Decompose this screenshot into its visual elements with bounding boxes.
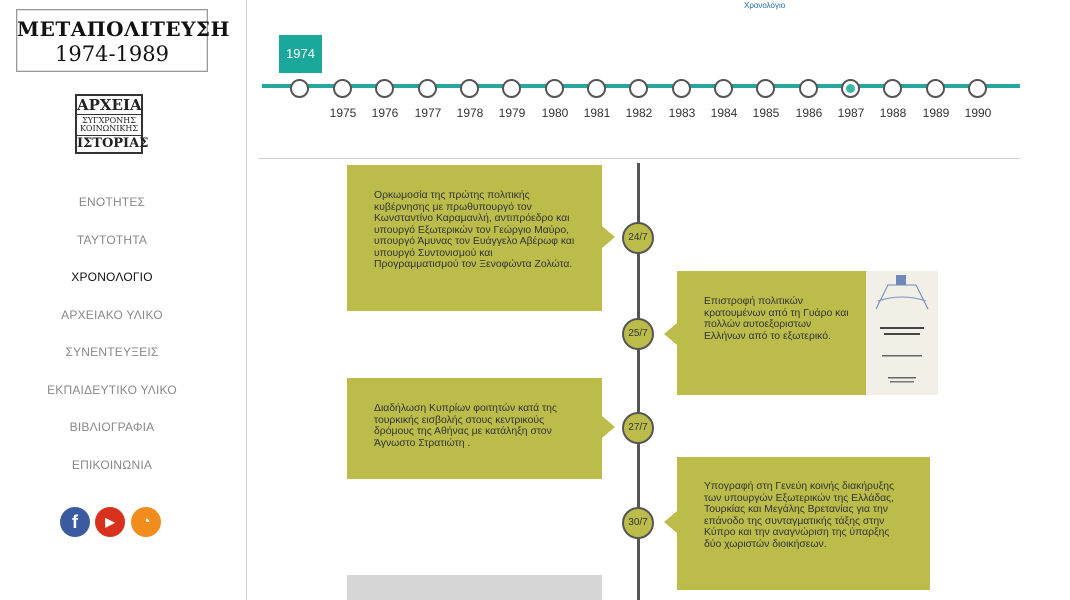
timeline-year[interactable]: 1986 — [795, 106, 823, 120]
timeline-dot-1984[interactable] — [714, 79, 733, 98]
sidebar — [0, 0, 247, 600]
site-logo[interactable] — [16, 9, 230, 72]
timeline-dot-1986[interactable] — [799, 79, 818, 98]
timeline-dot-1974[interactable] — [290, 79, 309, 98]
facebook-icon[interactable]: f — [60, 507, 90, 537]
rss-icon[interactable]: ◔ — [131, 507, 161, 537]
event-date-badge: 27/7 — [622, 412, 654, 444]
event-card-next — [347, 575, 602, 600]
event-thumbnail[interactable] — [866, 271, 938, 395]
timeline-year[interactable]: 1983 — [668, 106, 696, 120]
event-date-badge: 30/7 — [622, 507, 654, 539]
timeline-dot-1976[interactable] — [375, 79, 394, 98]
main-menu — [0, 192, 224, 492]
timeline-dot-1982[interactable] — [629, 79, 648, 98]
social-links — [60, 507, 170, 539]
menu-item-archeiako-yliko[interactable]: ΑΡΧΕΙΑΚΟ ΥΛΙΚΟ — [61, 307, 163, 322]
timeline-dot-1985[interactable] — [756, 79, 775, 98]
event-text: Υπογραφή στη Γενεύη κοινής διακήρυξης των υπουργών Εξωτερικών της Ελλάδας, Τουρκίας και Μεγάλης Βρετανίας για την επάνοδο της συνταγματικής τάξης στην Κύπρο και την αναγνώριση της ύπαρξης δύο χωριστών διοικήσεων. — [704, 481, 895, 550]
site-title-line2: 1974-1989 — [55, 42, 169, 66]
timeline-dot-1978[interactable] — [460, 79, 479, 98]
event-card-30-7 — [677, 457, 930, 590]
timeline-year[interactable]: 1982 — [625, 106, 653, 120]
timeline-year[interactable]: 1980 — [541, 106, 569, 120]
event-text: Ορκωμοσία της πρώτης πολιτικής κυβέρνησης με πρωθυπουργό τον Κωνσταντίνο Καραμανλή, αντιπρόεδρο και υπουργό Εξωτερικών τον Γεώργιο Μαύρο, υπουργό Άμυνας τον Ευάγγελο Αβέρωφ και υπουργό Συντονισμού και Προγραμματισμού τον Ξενοφώντα Ζολώτα. — [374, 190, 575, 270]
timeline-year[interactable]: 1989 — [922, 106, 950, 120]
timeline-year[interactable]: 1984 — [710, 106, 738, 120]
archive-logo-line2: ΣΥΓΧΡΟΝΗΣ — [82, 116, 136, 125]
timeline-dot-1989[interactable] — [926, 79, 945, 98]
timeline-dot-1975[interactable] — [333, 79, 352, 98]
timeline-year[interactable]: 1990 — [964, 106, 992, 120]
archive-logo-line1: ΑΡΧΕΙΑ — [77, 96, 142, 114]
divider — [258, 158, 1020, 159]
timeline-dot-1980[interactable] — [545, 79, 564, 98]
event-card-arrow — [664, 323, 677, 345]
event-text: Επιστροφή πολιτικών κρατουμένων από τη Γυάρο και πολλών αυτοεξοριστων Ελλήνων από το εξωτερικό. — [704, 296, 849, 342]
timeline-dot-1987[interactable] — [841, 79, 860, 98]
menu-item-vivliografia[interactable]: ΒΙΒΛΙΟΓΡΑΦΙΑ — [69, 420, 155, 434]
youtube-icon[interactable]: ▶ — [95, 507, 125, 537]
menu-item-taftotita[interactable]: ΤΑΥΤΟΤΗΤΑ — [76, 232, 148, 247]
timeline-year[interactable]: 1988 — [879, 106, 907, 120]
timeline-year[interactable]: 1985 — [752, 106, 780, 120]
timeline-year[interactable]: 1987 — [837, 106, 865, 120]
event-card-arrow — [602, 416, 615, 438]
event-card-27-7 — [347, 378, 602, 479]
timeline-year[interactable]: 1975 — [329, 106, 357, 120]
event-text: Διαδήλωση Κυπρίων φοιτητών κατά της τουρκικής εισβολής στους κεντρικούς δρόμους της Αθήνας με κατάληξη στον Άγνωστο Στρατιώτη . — [374, 403, 557, 449]
timeline-dot-1988[interactable] — [883, 79, 902, 98]
menu-item-epikoinonia[interactable]: ΕΠΙΚΟΙΝΩΝΙΑ — [71, 457, 153, 472]
event-card-24-7 — [347, 165, 602, 311]
menu-item-ekpaideftiko-yliko[interactable]: ΕΚΠΑΙΔΕΥΤΙΚΟ ΥΛΙΚΟ — [47, 382, 177, 397]
event-card-arrow — [602, 226, 615, 248]
event-card-arrow — [664, 511, 677, 533]
menu-item-xronologio[interactable]: ΧΡΟΝΟΛΟΓΙΟ — [71, 270, 153, 284]
timeline-dot-1983[interactable] — [672, 79, 691, 98]
archive-logo-line4: ΙΣΤΟΡΙΑΣ — [77, 136, 149, 151]
event-date-badge: 25/7 — [622, 318, 654, 350]
menu-item-synentefxeis[interactable]: ΣΥΝΕΝΤΕΥΞΕΙΣ — [65, 345, 159, 359]
newspaper-clipping-image — [866, 271, 938, 395]
archive-logo-line3: ΚΟΙΝΩΝΙΚΗΣ — [79, 124, 139, 133]
archive-logo[interactable] — [75, 94, 149, 154]
menu-item-enotites[interactable]: ΕΝΟΤΗΤΕΣ — [78, 195, 146, 209]
event-date-badge: 24/7 — [622, 222, 654, 254]
timeline-dot-1977[interactable] — [418, 79, 437, 98]
current-year-badge: 1974 — [279, 35, 322, 73]
timeline-dot-1981[interactable] — [587, 79, 606, 98]
event-card-25-7 — [677, 271, 867, 395]
timeline-year[interactable]: 1981 — [583, 106, 611, 120]
timeline-dot-1990[interactable] — [968, 79, 987, 98]
timeline-year[interactable]: 1976 — [371, 106, 399, 120]
timeline-dot-1979[interactable] — [502, 79, 521, 98]
page-label: Χρονολόγιο — [744, 1, 786, 10]
timeline-year[interactable]: 1979 — [498, 106, 526, 120]
site-title-line1: ΜΕΤΑΠΟΛΙΤΕΥΣΗ — [17, 17, 230, 41]
timeline-year[interactable]: 1977 — [414, 106, 442, 120]
timeline-year[interactable]: 1978 — [456, 106, 484, 120]
